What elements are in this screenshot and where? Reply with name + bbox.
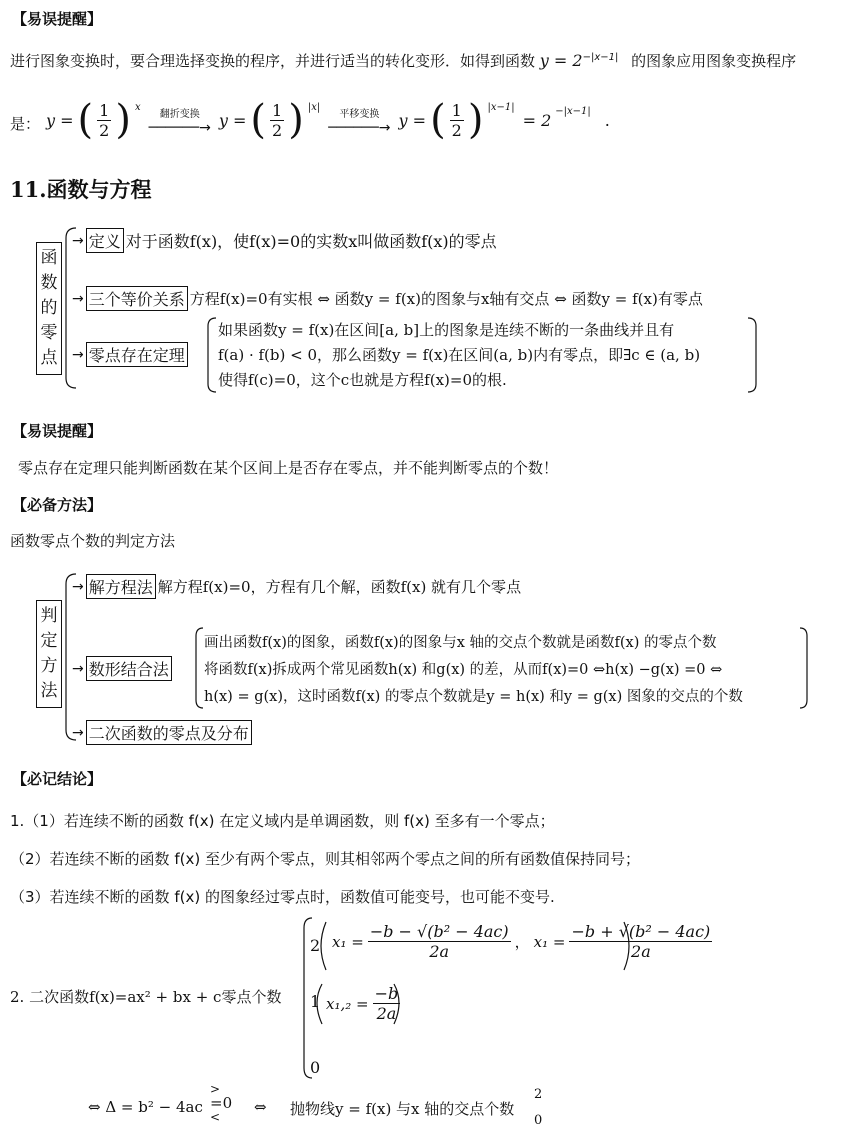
zero-def-row: → 定义 对于函数f(x)，使f(x)=0的实数x叫做函数f(x)的零点 bbox=[72, 228, 497, 253]
y-eq-3: y = bbox=[398, 110, 427, 130]
intro-expr-exponent: −|x−1| bbox=[582, 52, 619, 63]
def-label: 定义 bbox=[86, 228, 124, 253]
conclusion-3: （3）若连续不断的函数 f(x) 的图象经过零点时，函数值可能变号，也可能不变号. bbox=[10, 888, 555, 906]
result-period: . bbox=[604, 110, 610, 130]
parabola-text: 抛物线y = f(x) 与x 轴的交点个数 bbox=[290, 1100, 515, 1118]
method-heading: 【必备方法】 bbox=[12, 496, 103, 514]
m3-label: 二次函数的零点及分布 bbox=[86, 720, 252, 745]
intersection-count bbox=[534, 1082, 542, 1134]
zero-side-label: 函 数 的 零 点 bbox=[36, 242, 62, 375]
half-fraction-1: $\frac{1}{2}$ bbox=[99, 100, 110, 140]
rel-gt: > bbox=[210, 1082, 221, 1096]
result-eq: = 2 bbox=[522, 110, 552, 130]
equiv-label: 三个等价关系 bbox=[86, 286, 188, 311]
case1-count: 1 bbox=[310, 992, 321, 1011]
case2-roots bbox=[332, 922, 712, 961]
m2-lines bbox=[204, 630, 743, 711]
half-fraction-3: $\frac{1}{2}$ bbox=[451, 100, 462, 140]
count-zero: 0 bbox=[534, 1113, 543, 1128]
result-exp: −|x−1| bbox=[555, 106, 591, 117]
y-eq-1: y = bbox=[46, 110, 74, 130]
intro-text: 进行图象变换时，要合理选择变换的程序，并进行适当的转化变形．如得到函数 bbox=[10, 52, 536, 70]
conclusion-1: 1.（1）若连续不断的函数 f(x) 在定义域内是单调函数，则 f(x) 至多有一个零点； bbox=[10, 812, 555, 830]
step-flip: 翻折变换 ──────→ bbox=[149, 105, 211, 136]
delta-relation bbox=[210, 1082, 232, 1124]
warning-heading-2: 【易误提醒】 bbox=[12, 422, 103, 440]
exp-absx: |x| bbox=[307, 102, 321, 113]
warning-heading-1: 【易误提醒】 bbox=[12, 10, 103, 28]
transform-chain: y = ( $\frac{1}{2}$ ) $^x$ 翻折变换 ──────→ y = ( $\frac{1}{2}$ ) $^{|x|}$ 平移变换 ──────→ y = ( $\frac{1}{2}$ ) $^{|x-1|}$ = 2 $^{-|x-1|}$ . bbox=[46, 97, 610, 143]
warning-text-2: 零点存在定理只能判断函数在某个区间上是否存在零点，并不能判断零点的个数！ bbox=[18, 459, 559, 477]
exp-absx1: |x−1| bbox=[487, 102, 515, 113]
x2-lhs: x₁ = bbox=[533, 932, 566, 951]
method-2-row: → 数形结合法 bbox=[72, 656, 172, 681]
conclusion-2: （2）若连续不断的函数 f(x) 至少有两个零点，则其相邻两个零点之间的所有函数值保持同号； bbox=[10, 850, 640, 868]
def-text: 对于函数f(x)，使f(x)=0的实数x叫做函数f(x)的零点 bbox=[125, 232, 497, 251]
step-flip-label: 翻折变换 bbox=[159, 108, 200, 120]
x1-lhs: x₁ = bbox=[332, 932, 364, 951]
x2-fraction: $\frac{\text{−b + √(b² − 4ac)}}{2a}$ bbox=[571, 922, 711, 961]
exist-line-2: f(a) · f(b) < 0，那么函数y = f(x)在区间(a, b)内有零点，即∃c ∈ (a, b) bbox=[218, 346, 701, 364]
x1-fraction: $\frac{\text{−b − √(b² − 4ac)}}{2a}$ bbox=[369, 922, 509, 961]
zero-exist-row: → 零点存在定理 bbox=[72, 342, 188, 367]
exist-lines bbox=[218, 318, 700, 393]
exist-line-3: 使得f(c)=0，这个c也就是方程f(x)=0的根. bbox=[218, 371, 507, 389]
equiv-text: 方程f(x)=0有实根 ⇔ 函数y = f(x)的图象与x轴有交点 ⇔ 函数y = f(x)有零点 bbox=[189, 290, 703, 308]
m1-text: 解方程f(x)=0，方程有几个解，函数f(x) 就有几个零点 bbox=[157, 578, 522, 596]
m2-line-1: 画出函数f(x)的图象，函数f(x)的图象与x 轴的交点个数就是函数f(x) 的零点个数 bbox=[204, 635, 717, 651]
exist-line-1: 如果函数y = f(x)在区间[a, b]上的图象是连续不断的一条曲线并且有 bbox=[218, 321, 675, 339]
delta-expr: ⇔ Δ = b² − 4ac bbox=[88, 1098, 203, 1116]
bottom-iff: ⇔ bbox=[254, 1098, 267, 1116]
half-fraction-2: $\frac{1}{2}$ bbox=[272, 100, 283, 140]
method-1-row: → 解方程法 解方程f(x)=0，方程有几个解，函数f(x) 就有几个零点 bbox=[72, 574, 521, 599]
m1-label: 解方程法 bbox=[86, 574, 156, 599]
case1-root bbox=[326, 984, 400, 1023]
step-shift: 平移变换 ──────→ bbox=[328, 105, 390, 136]
method-side-label: 判 定 方 法 bbox=[36, 600, 62, 708]
y-eq-2: y = bbox=[218, 110, 247, 130]
rel-eq: =0 bbox=[210, 1094, 233, 1112]
step-shift-label: 平移变换 bbox=[339, 108, 380, 120]
case2-count: 2 bbox=[310, 936, 321, 955]
method-3-row: → 二次函数的零点及分布 bbox=[72, 720, 252, 745]
m2-label: 数形结合法 bbox=[86, 656, 172, 681]
m2-line-3: h(x) = g(x)，这时函数f(x) 的零点个数就是y = h(x) 和y = g(x) 图象的交点的个数 bbox=[204, 689, 743, 705]
quad-lead: 2. 二次函数f(x)=ax² + bx + c零点个数 bbox=[10, 988, 282, 1006]
root-sep: ， bbox=[514, 933, 530, 951]
x12-lhs: x₁,₂ = bbox=[326, 994, 369, 1013]
x12-fraction: $\frac{-b}{2a}$ bbox=[374, 984, 399, 1023]
case0-count: 0 bbox=[310, 1058, 321, 1077]
rel-lt: < bbox=[210, 1110, 221, 1124]
section-title: 11.函数与方程 bbox=[10, 177, 152, 202]
intro-tail: 的图象应用图象变换程序 bbox=[631, 52, 797, 70]
conclusion-list bbox=[10, 802, 640, 916]
method-intro: 函数零点个数的判定方法 bbox=[10, 532, 176, 550]
m2-line-2: 将函数f(x)拆成两个常见函数h(x) 和g(x) 的差，从而f(x)=0 ⇔h(x) −g(x) =0 ⇔ bbox=[204, 662, 723, 678]
exist-label: 零点存在定理 bbox=[86, 342, 188, 367]
transform-prefix: 是： bbox=[10, 115, 41, 133]
conclusion-heading: 【必记结论】 bbox=[12, 770, 103, 788]
count-two: 2 bbox=[534, 1087, 543, 1102]
exp-x: x bbox=[134, 102, 141, 113]
zero-equiv-row: → 三个等价关系 方程f(x)=0有实根 ⇔ 函数y = f(x)的图象与x轴有交点 ⇔ 函数y = f(x)有零点 bbox=[72, 286, 703, 311]
intro-expr: y = 2 bbox=[539, 51, 583, 70]
